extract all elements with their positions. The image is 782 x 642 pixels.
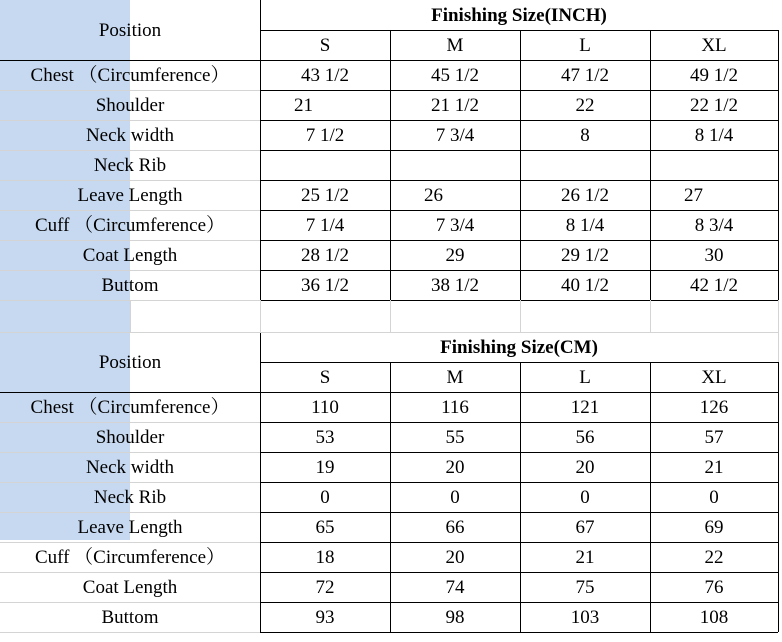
grid-line [390,30,391,300]
row-label: Coat Length [82,244,178,266]
grid-line [0,60,778,61]
size-value-cell[interactable]: 76 [704,576,724,598]
size-value-cell[interactable]: 0 [450,486,460,508]
size-value-cell[interactable]: 27 [684,184,703,206]
size-header-xl: XL [701,366,727,388]
grid-line [0,602,260,603]
size-value-cell[interactable]: 28 1/2 [300,244,350,266]
size-value-cell[interactable]: 72 [315,576,335,598]
size-value-cell[interactable]: 8 3/4 [694,214,734,236]
size-value-cell[interactable]: 126 [699,396,729,418]
size-value-cell[interactable]: 53 [315,426,335,448]
grid-line [0,332,778,333]
grid-line [0,452,260,453]
size-value-cell[interactable]: 0 [320,486,330,508]
size-header-xl: XL [701,34,727,56]
size-value-cell[interactable]: 18 [315,546,335,568]
grid-line [260,572,778,573]
grid-line [778,30,779,300]
grid-line [390,362,391,632]
grid-line [260,632,778,633]
grid-line [0,90,260,91]
grid-line [260,332,261,632]
size-value-cell[interactable]: 0 [580,486,590,508]
grid-line [260,422,778,423]
size-header-l: L [579,366,591,388]
grid-line [520,300,521,332]
row-label: Neck width [85,456,175,478]
grid-line [260,240,778,241]
row-label: Shoulder [95,426,165,448]
size-header-s: S [319,34,331,56]
row-label: Cuff （Circumference） [34,546,226,568]
size-value-cell[interactable]: 74 [445,576,465,598]
grid-line [0,120,260,121]
grid-line [390,300,391,332]
size-value-cell[interactable]: 8 1/4 [565,214,605,236]
grid-line [0,210,260,211]
size-value-cell[interactable]: 49 1/2 [689,64,739,86]
size-value-cell[interactable] [390,150,520,180]
size-value-cell[interactable] [260,150,390,180]
size-value-cell[interactable]: 21 [575,546,595,568]
size-value-cell[interactable]: 38 1/2 [430,274,480,296]
size-value-cell[interactable]: 19 [315,456,335,478]
row-label: Leave Length [77,516,183,538]
grid-line [778,300,779,332]
size-value-cell[interactable]: 116 [441,396,469,418]
size-value-cell[interactable]: 56 [575,426,595,448]
row-label: Cuff （Circumference） [34,214,226,236]
size-value-cell[interactable]: 29 [445,244,465,266]
size-value-cell[interactable]: 22 [704,546,724,568]
size-value-cell[interactable]: 25 1/2 [300,184,350,206]
grid-line [260,602,778,603]
grid-line [520,30,521,300]
size-value-cell[interactable]: 93 [315,606,335,628]
grid-line [0,632,260,633]
grid-line [260,542,778,543]
row-label: Leave Length [77,184,183,206]
grid-line [650,362,651,632]
size-value-cell[interactable]: 7 1/4 [305,214,345,236]
position-header: Position [98,351,162,373]
grid-line [260,30,778,31]
grid-line [260,482,778,483]
size-value-cell[interactable]: 29 1/2 [560,244,610,266]
grid-line [0,422,260,423]
grid-line [650,30,651,300]
grid-line [520,362,521,632]
size-value-cell[interactable]: 20 [445,546,465,568]
size-value-cell[interactable]: 21 [294,94,313,116]
grid-line [260,90,778,91]
grid-line [260,150,778,151]
size-value-cell[interactable]: 98 [445,606,465,628]
size-value-cell[interactable]: 42 1/2 [689,274,739,296]
grid-line [260,452,778,453]
row-label: Shoulder [95,94,165,116]
size-value-cell[interactable]: 110 [311,396,339,418]
grid-line [778,362,779,632]
row-label: Chest （Circumference） [30,64,230,86]
size-value-cell[interactable]: 26 1/2 [560,184,610,206]
grid-line [0,270,260,271]
row-label: Chest （Circumference） [30,396,230,418]
grid-line [260,362,778,363]
grid-line [0,392,778,393]
size-value-cell[interactable]: 67 [575,516,595,538]
grid-line [0,542,260,543]
size-value-cell[interactable]: 0 [709,486,719,508]
size-value-cell[interactable]: 7 1/2 [305,124,345,146]
size-value-cell[interactable]: 65 [315,516,335,538]
size-value-cell[interactable] [520,150,650,180]
row-label: Buttom [101,606,159,628]
size-value-cell[interactable]: 21 1/2 [430,94,480,116]
size-value-cell[interactable]: 43 1/2 [300,64,350,86]
size-value-cell[interactable]: 57 [704,426,724,448]
size-value-cell[interactable]: 8 [580,124,590,146]
grid-line [260,120,778,121]
grid-line [0,240,260,241]
grid-line [260,210,778,211]
grid-line [0,482,260,483]
size-header-m: M [446,366,464,388]
size-value-cell[interactable]: 7 3/4 [435,214,475,236]
size-value-cell[interactable] [650,150,778,180]
position-header: Position [98,19,162,41]
size-value-cell[interactable]: 20 [445,456,465,478]
grid-line [260,300,261,332]
grid-line [260,180,778,181]
size-value-cell[interactable]: 36 1/2 [300,274,350,296]
size-value-cell[interactable]: 66 [445,516,465,538]
grid-line [260,270,778,271]
finishing-size-title: Finishing Size(CM) [440,336,598,358]
size-value-cell[interactable]: 55 [445,426,465,448]
size-value-cell[interactable]: 75 [575,576,595,598]
size-value-cell[interactable]: 45 1/2 [430,64,480,86]
size-value-cell[interactable]: 8 1/4 [694,124,734,146]
size-header-m: M [446,34,464,56]
row-label: Neck Rib [93,486,167,508]
row-label: Coat Length [82,576,178,598]
size-value-cell[interactable]: 103 [570,606,600,628]
size-value-cell[interactable]: 30 [704,244,724,266]
size-value-cell[interactable]: 22 1/2 [689,94,739,116]
size-value-cell[interactable]: 7 3/4 [435,124,475,146]
grid-line [260,300,778,301]
grid-line [650,300,651,332]
size-value-cell[interactable]: 20 [575,456,595,478]
size-value-cell[interactable]: 40 1/2 [560,274,610,296]
row-label: Neck width [85,124,175,146]
size-header-s: S [319,366,331,388]
grid-line [260,0,261,300]
finishing-size-title: Finishing Size(INCH) [431,4,607,26]
size-header-l: L [579,34,591,56]
size-value-cell[interactable]: 69 [704,516,724,538]
size-value-cell[interactable]: 26 [424,184,443,206]
grid-line [130,300,131,332]
grid-line [0,512,260,513]
grid-line [778,332,779,362]
grid-line [0,150,260,151]
row-label: Neck Rib [93,154,167,176]
size-value-cell[interactable]: 121 [570,396,600,418]
grid-line [260,512,778,513]
grid-line [0,180,260,181]
size-value-cell[interactable]: 108 [699,606,729,628]
row-label: Buttom [101,274,159,296]
size-value-cell[interactable]: 21 [704,456,724,478]
size-value-cell[interactable]: 47 1/2 [560,64,610,86]
size-value-cell[interactable]: 22 [575,94,595,116]
grid-line [0,572,260,573]
